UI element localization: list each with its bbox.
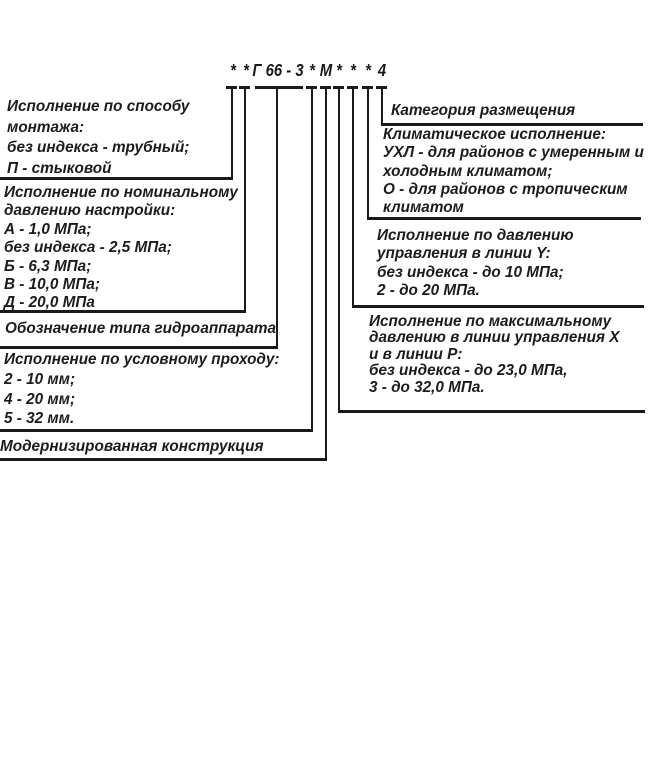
text-line: Категория размещения	[391, 102, 576, 119]
text-line: Исполнение по максимальному	[369, 313, 612, 330]
code-symbol-star-5: *	[350, 60, 356, 80]
callout-line-placement	[381, 86, 383, 126]
text-line: Исполнение по давлению	[377, 227, 574, 244]
block-mounting-execution	[7, 97, 189, 179]
text-line: В - 10,0 МПа;	[4, 276, 101, 294]
block-type-designation	[5, 319, 276, 338]
block-nominal-bore	[4, 350, 280, 429]
text-line: без индекса - до 23,0 МПа,	[369, 362, 568, 380]
callout-line-climatic	[367, 86, 369, 220]
callout-line-modernized	[325, 86, 327, 461]
code-symbol-star-6: *	[365, 60, 371, 80]
text-line: А - 1,0 МПа;	[4, 220, 92, 238]
underline-type	[0, 346, 278, 349]
text-line: Б - 6,3 МПа;	[4, 257, 92, 275]
bracket-type-group	[255, 86, 303, 89]
text-line: Модернизированная конструкция	[0, 438, 264, 455]
text-line: Обозначение типа гидроаппарата	[5, 320, 276, 337]
text-line: Д - 20,0 МПа	[4, 294, 95, 312]
underline-bore	[0, 429, 313, 432]
text-line: Исполнение по условному проходу:	[4, 351, 280, 368]
text-line: Климатическое исполнение:	[383, 126, 606, 143]
text-line: давлению в линии управления X	[369, 329, 620, 347]
code-symbol-star-4: *	[336, 60, 342, 80]
block-climatic-execution	[383, 126, 644, 217]
underline-modernized	[0, 458, 327, 461]
code-symbol-star-1: *	[230, 60, 236, 80]
text-line: 2 - 10 мм;	[4, 370, 76, 388]
text-line: и в линии P:	[369, 345, 463, 363]
text-line: О - для районов с тропическим	[383, 180, 628, 198]
callout-line-max-pressure	[338, 86, 340, 413]
text-line: 3 - до 32,0 МПа.	[369, 378, 485, 396]
text-line: без индекса - трубный;	[7, 139, 190, 156]
text-line: 2 - до 20 МПа.	[377, 282, 480, 300]
code-symbol-star-2: *	[243, 60, 249, 80]
underline-control-pressure	[352, 305, 644, 308]
code-symbol-star-3: *	[309, 60, 315, 80]
text-line: без индекса - 2,5 МПа;	[4, 239, 172, 257]
text-line: давлению настройки:	[4, 202, 176, 220]
callout-line-control-pressure	[352, 86, 354, 308]
text-line: монтажа:	[7, 118, 85, 136]
callout-line-nominal-pressure	[244, 86, 246, 313]
underline-max-pressure	[338, 410, 645, 413]
text-line: 5 - 32 мм.	[4, 410, 75, 428]
text-line: без индекса - до 10 МПа;	[377, 263, 564, 281]
text-line: П - стыковой	[7, 159, 112, 177]
callout-line-type	[276, 86, 278, 349]
code-symbol-type: Г 66 - 3	[252, 60, 304, 80]
block-modernized-design	[0, 437, 264, 456]
text-line: Исполнение по номинальному	[4, 184, 238, 201]
block-nominal-pressure	[4, 184, 238, 313]
text-line: Исполнение по способу	[7, 98, 190, 115]
text-line: холодным климатом;	[383, 162, 553, 180]
text-line: УХЛ - для районов с умеренным и	[383, 144, 644, 162]
block-placement-category	[391, 101, 575, 120]
callout-line-bore	[311, 86, 313, 432]
block-control-pressure-line-y	[377, 227, 574, 301]
code-symbol-m: М	[319, 60, 333, 80]
callout-line-mounting	[231, 86, 233, 180]
text-line: 4 - 20 мм;	[4, 390, 76, 408]
text-line: климатом	[383, 199, 464, 217]
text-line: управления в линии Y:	[377, 245, 551, 263]
code-symbol-digit-4: 4	[377, 60, 387, 80]
block-max-pressure-lines-x-p	[369, 314, 619, 396]
